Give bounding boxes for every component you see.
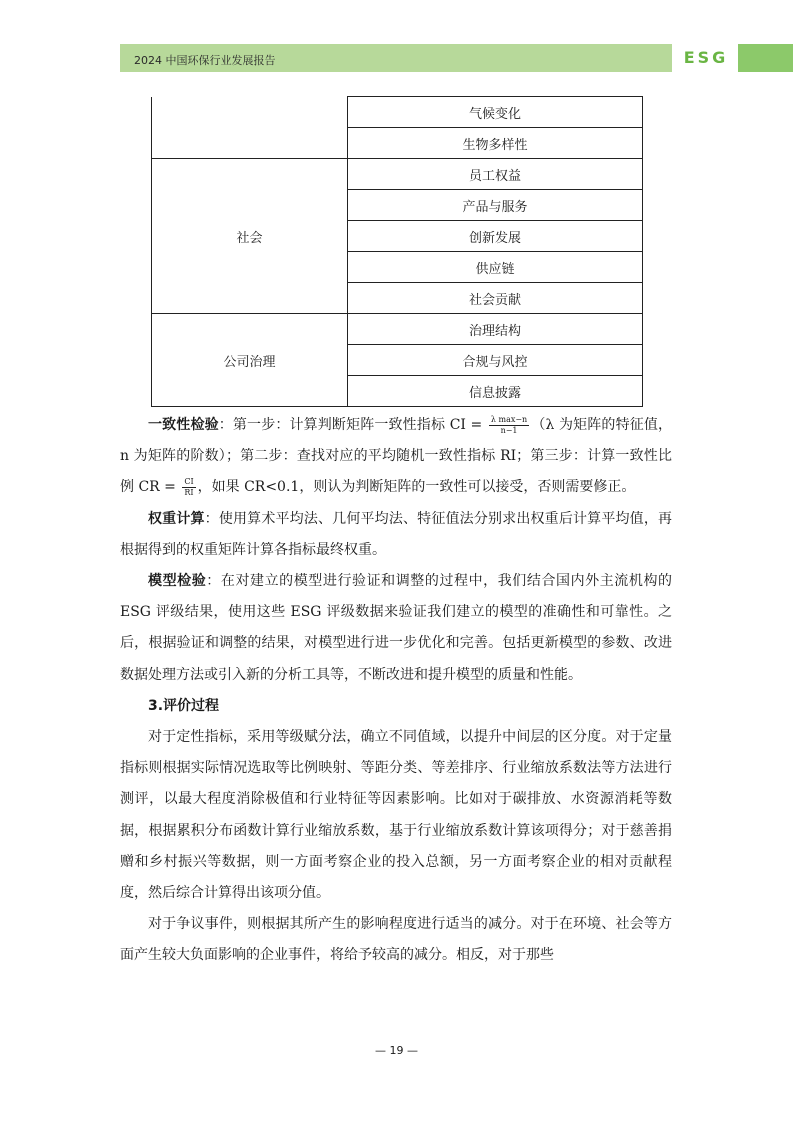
- table-cell-indicator: 信息披露: [348, 376, 643, 407]
- table-cell-category-governance: 公司治理: [152, 314, 348, 407]
- table-row: [152, 97, 643, 128]
- paragraph-heading: 一致性检验: [148, 417, 219, 433]
- table-cell-indicator: 创新发展: [348, 221, 643, 252]
- paragraph-text: （λ 为矩阵的特征值，n 为矩阵的阶数）；第二步：查找对应的平均随机一致性指标 RI；第三步：计算一致性比例 CR =: [120, 417, 673, 496]
- table-cell-category-environment: [152, 97, 348, 159]
- table-cell-indicator: 治理结构: [348, 314, 643, 345]
- fraction-denominator: RI: [184, 487, 194, 497]
- report-title: 2024 中国环保行业发展报告: [134, 54, 276, 67]
- paragraph-text: ：第一步：计算判断矩阵一致性指标 CI =: [218, 417, 487, 433]
- table-row: [152, 314, 643, 345]
- body-content: [120, 410, 672, 972]
- ci-formula-fraction: [489, 415, 529, 436]
- paragraph-text: ：使用算术平均法、几何平均法、特征值法分别求出权重后计算平均值，再根据得到的权重矩阵计算各指标最终权重。: [120, 510, 673, 558]
- fraction-numerator: λ max−n: [490, 414, 528, 424]
- paragraph-heading: 模型检验: [148, 573, 207, 590]
- paragraph-consistency-check: [120, 410, 672, 504]
- paragraph-model-validation: [120, 566, 672, 691]
- table-cell-indicator: 社会贡献: [348, 283, 643, 314]
- section-title: 3.评价过程: [148, 697, 220, 714]
- table-cell-indicator: 生物多样性: [348, 128, 643, 159]
- page-number: — 19 —: [375, 1044, 418, 1057]
- table-row: [152, 159, 643, 190]
- table-cell-indicator: 气候变化: [348, 97, 643, 128]
- table-cell-indicator: 员工权益: [348, 159, 643, 190]
- header-accent-bar: [738, 44, 793, 72]
- paragraph-text: ，如果 CR<0.1，则认为判断矩阵的一致性可以接受，否则需要修正。: [197, 479, 636, 496]
- paragraph-evaluation-process: 对于定性指标，采用等级赋分法，确立不同值域，以提升中间层的区分度。对于定量指标则根据实际情况选取等比例映射、等距分类、等差排序、行业缩放系数法等方法进行测评，以最大程度消除极值和行业特征等因素影响。比如对于碳排放、水资源消耗等数据，根据累积分布函数计算行业缩放系数，基于行业缩放系数计算该项得分；对于慈善捐赠和乡村振兴等数据，则一方面考察企业的投入总额，另一方面考察企业的相对贡献程度，然后综合计算得出该项分值。: [120, 729, 672, 902]
- paragraph-weight-calculation: [120, 504, 672, 566]
- fraction-denominator: n−1: [500, 425, 518, 435]
- fraction-numerator: CI: [184, 476, 194, 486]
- paragraph-text: ：在对建立的模型进行验证和调整的过程中，我们结合国内外主流机构的 ESG 评级结果，使用这些 ESG 评级数据来验证我们建立的模型的准确性和可靠性。之后，根据验证和调整的结果，对模型进行进一步优化和完善。包括更新模型的参数、改进数据处理方法或引入新的分析工具等，不断改进和提升模型的质量和性能。: [120, 573, 673, 683]
- cr-formula-fraction: [182, 477, 195, 498]
- table-cell-indicator: 供应链: [348, 252, 643, 283]
- esg-badge: ESG: [683, 48, 729, 67]
- paragraph-heading: 权重计算: [148, 510, 205, 527]
- table-cell-category-social: 社会: [152, 159, 348, 314]
- table-cell-indicator: 产品与服务: [348, 190, 643, 221]
- indicator-table: [151, 96, 643, 407]
- paragraph-controversy-events: 对于争议事件，则根据其所产生的影响程度进行适当的减分。对于在环境、社会等方面产生较大负面影响的企业事件，将给予较高的减分。相反，对于那些: [120, 916, 672, 964]
- table-cell-indicator: 合规与风控: [348, 345, 643, 376]
